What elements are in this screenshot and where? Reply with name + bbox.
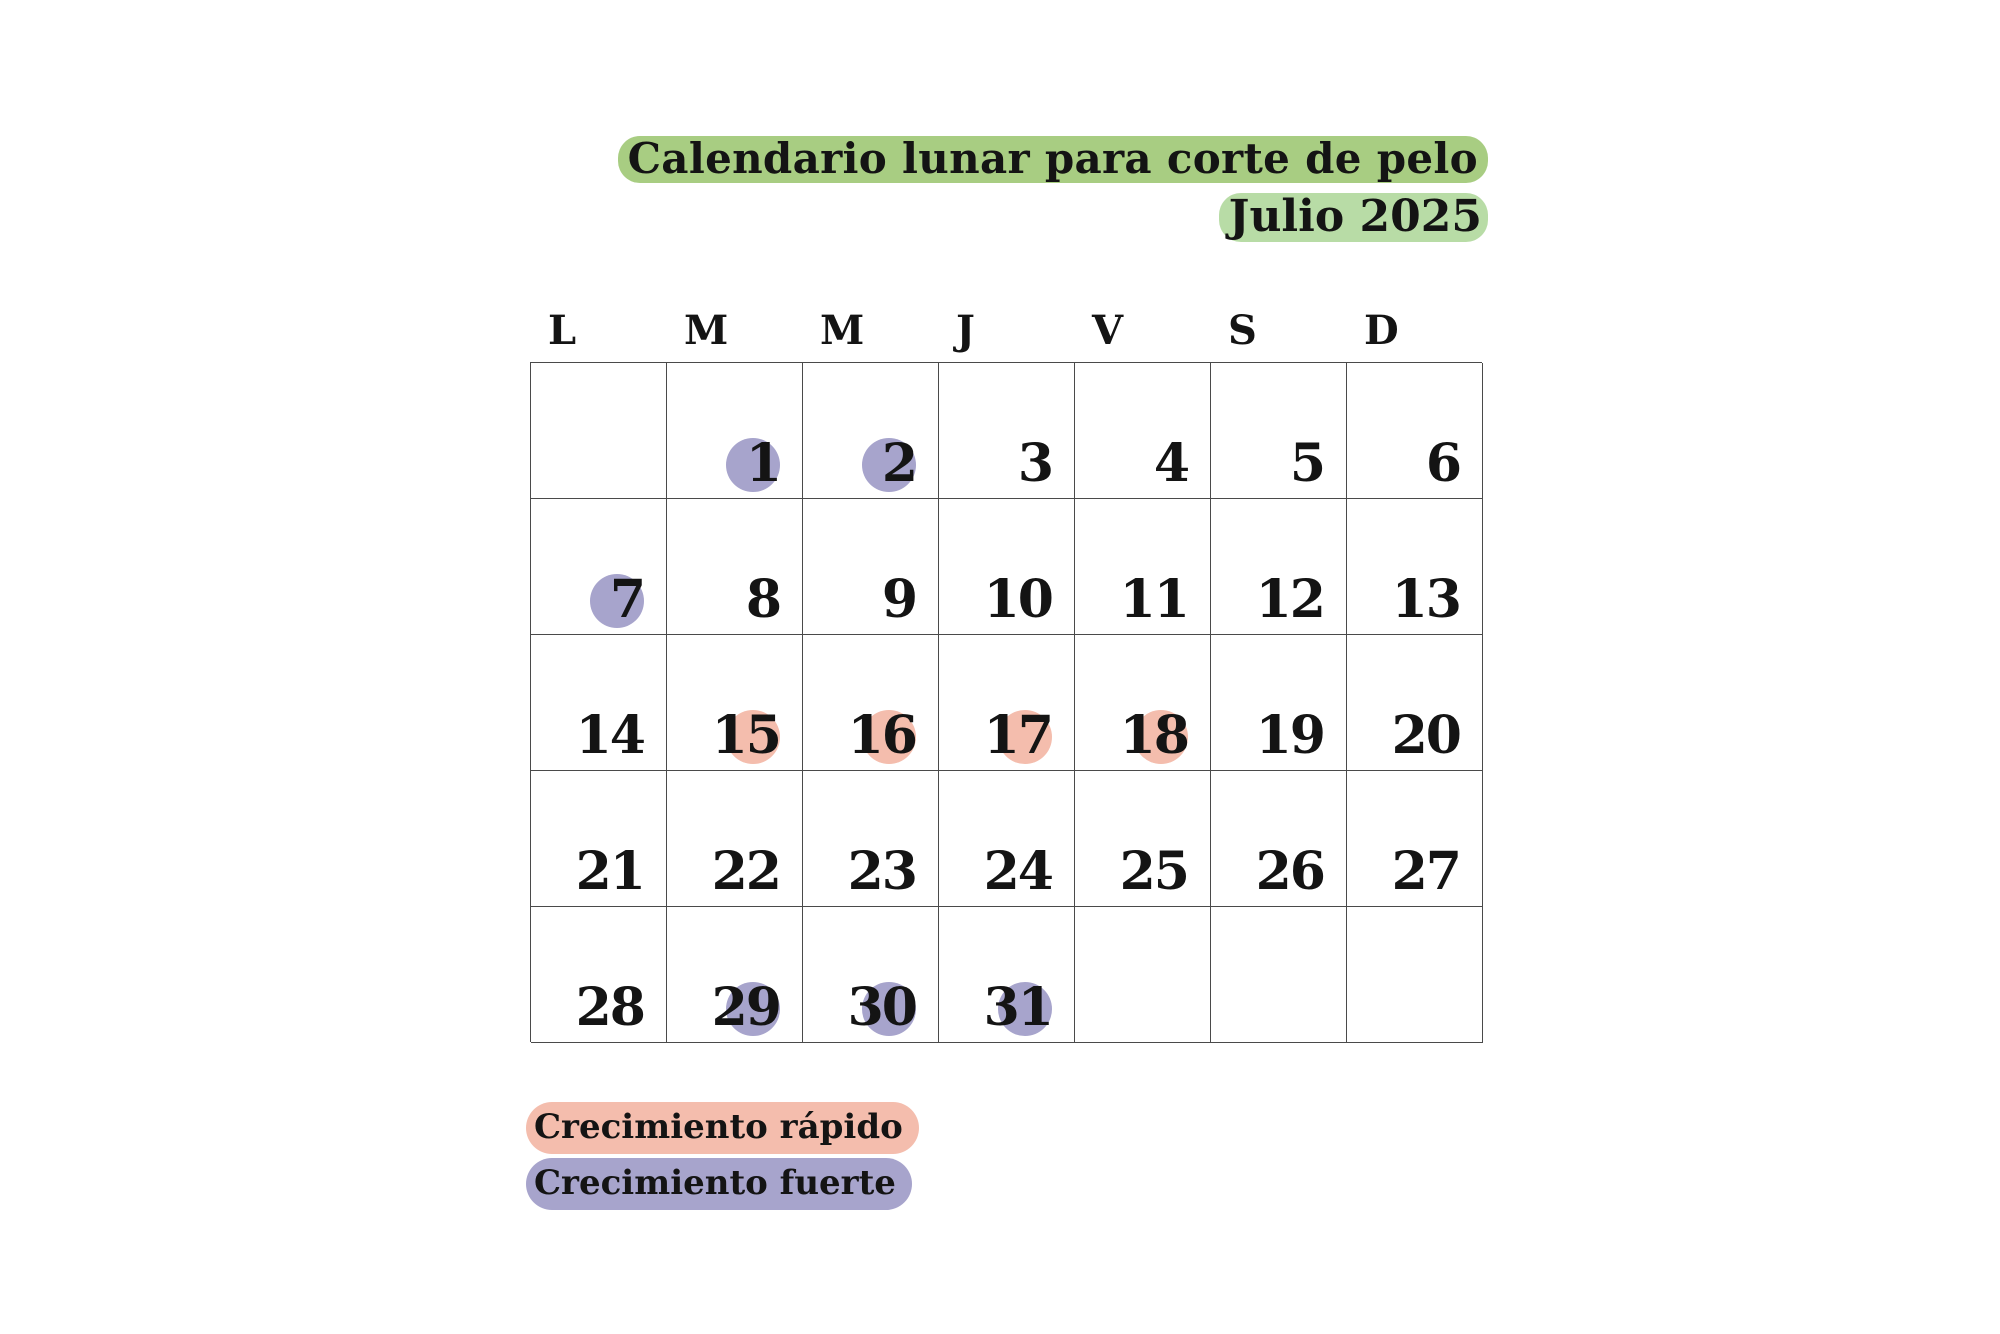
day-cell [1347, 635, 1483, 771]
header [588, 136, 1488, 242]
day-cell [939, 771, 1075, 907]
day-number: 13 [1391, 569, 1460, 630]
day-cell [1075, 499, 1211, 635]
day-number: 24 [983, 841, 1052, 902]
day-cell [1211, 771, 1347, 907]
day-cell [1347, 771, 1483, 907]
day-number: 8 [745, 569, 780, 630]
day-number: 3 [1017, 433, 1052, 494]
day-number: 19 [1255, 705, 1324, 766]
day-number: 17 [983, 705, 1052, 766]
page-title: Calendario lunar para corte de pelo [618, 136, 1488, 183]
day-number: 30 [847, 977, 916, 1038]
day-cell [667, 907, 803, 1043]
day-cell [1075, 363, 1211, 499]
day-number: 20 [1391, 705, 1460, 766]
day-cell [667, 771, 803, 907]
legend [526, 1102, 919, 1214]
empty-day-cell [1075, 907, 1211, 1043]
legend-item-crecimiento-rapido: Crecimiento rápido [526, 1102, 919, 1154]
day-cell [1211, 635, 1347, 771]
day-cell [1211, 499, 1347, 635]
day-cell [531, 499, 667, 635]
day-number: 9 [881, 569, 916, 630]
weekday-label: M [820, 307, 865, 354]
day-cell [939, 907, 1075, 1043]
day-cell [1347, 499, 1483, 635]
weekday-label: M [684, 307, 729, 354]
day-cell [803, 771, 939, 907]
day-cell [1211, 363, 1347, 499]
weekday-header-row [530, 306, 1482, 356]
day-number: 22 [711, 841, 780, 902]
day-number: 15 [711, 705, 780, 766]
legend-item-crecimiento-fuerte: Crecimiento fuerte [526, 1158, 912, 1210]
day-number: 16 [847, 705, 916, 766]
empty-day-cell [1347, 907, 1483, 1043]
day-number: 21 [575, 841, 644, 902]
day-number: 28 [575, 977, 644, 1038]
day-number: 27 [1391, 841, 1460, 902]
day-cell [1075, 771, 1211, 907]
weekday-label: L [548, 307, 577, 354]
day-number: 12 [1255, 569, 1324, 630]
month-label: Julio 2025 [1219, 193, 1488, 242]
day-number: 14 [575, 705, 644, 766]
day-number: 2 [881, 433, 916, 494]
day-cell [803, 907, 939, 1043]
day-number: 25 [1119, 841, 1188, 902]
day-number: 11 [1119, 569, 1188, 630]
day-number: 7 [609, 569, 644, 630]
weekday-label: D [1364, 307, 1399, 354]
day-number: 4 [1153, 433, 1188, 494]
day-cell [531, 635, 667, 771]
day-cell [531, 771, 667, 907]
day-number: 5 [1289, 433, 1324, 494]
day-number: 6 [1425, 433, 1460, 494]
day-cell [1347, 363, 1483, 499]
day-cell [803, 499, 939, 635]
day-number: 23 [847, 841, 916, 902]
weekday-label: J [956, 307, 975, 354]
day-number: 26 [1255, 841, 1324, 902]
day-cell [1075, 635, 1211, 771]
day-cell [667, 363, 803, 499]
weekday-label: S [1228, 307, 1257, 354]
day-number: 1 [745, 433, 780, 494]
day-number: 29 [711, 977, 780, 1038]
weekday-label: V [1092, 307, 1124, 354]
day-number: 31 [983, 977, 1052, 1038]
day-cell [803, 635, 939, 771]
day-cell [531, 907, 667, 1043]
day-cell [939, 635, 1075, 771]
day-cell [667, 499, 803, 635]
day-cell [803, 363, 939, 499]
calendar-grid [530, 362, 1482, 1042]
empty-day-cell [1211, 907, 1347, 1043]
day-number: 10 [983, 569, 1052, 630]
day-number: 18 [1119, 705, 1188, 766]
day-cell [939, 499, 1075, 635]
day-cell [939, 363, 1075, 499]
empty-day-cell [531, 363, 667, 499]
day-cell [667, 635, 803, 771]
